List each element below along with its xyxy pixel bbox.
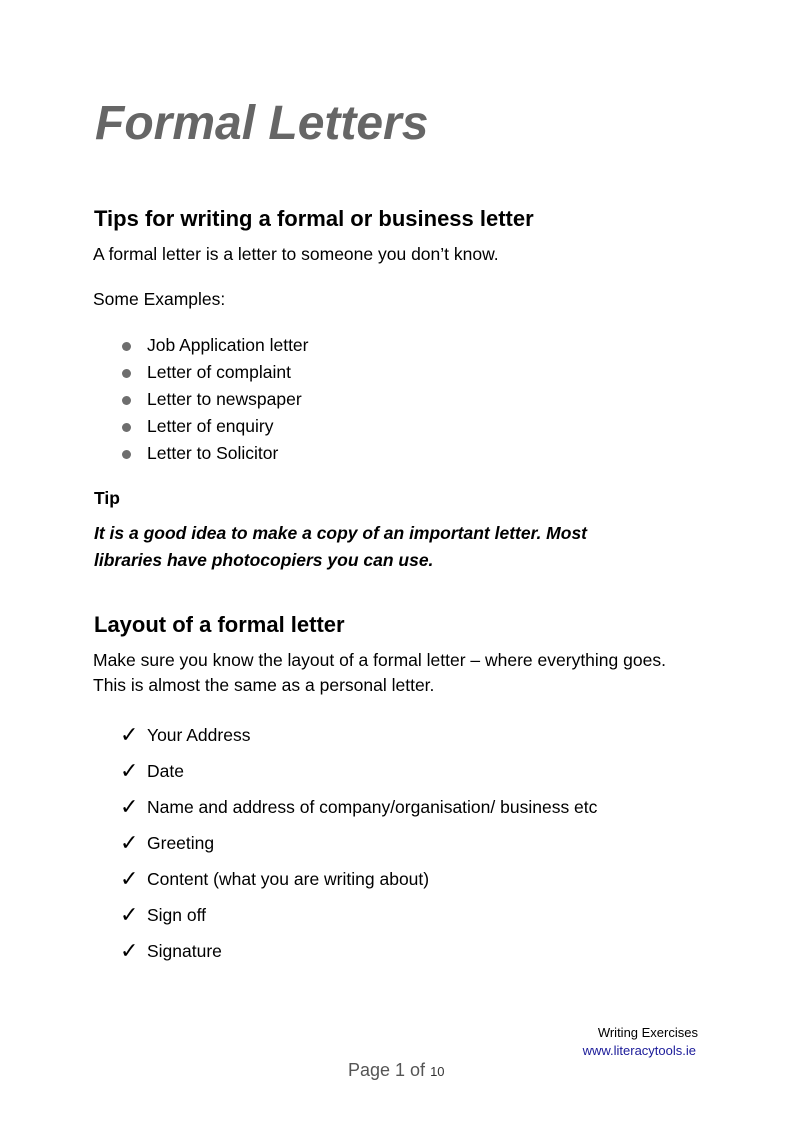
checkmark-icon: ✓ xyxy=(120,722,139,747)
checkmark-icon: ✓ xyxy=(120,902,139,927)
page-number: Page 1 of 10 xyxy=(348,1060,445,1080)
section-heading-tips: Tips for writing a formal or business letter xyxy=(94,206,534,231)
bullet-icon xyxy=(122,423,131,432)
footer-label: Writing Exercises xyxy=(597,1025,698,1040)
examples-list xyxy=(120,333,309,468)
list-item: Letter to Solicitor xyxy=(120,441,309,468)
bullet-icon xyxy=(122,369,131,378)
checkmark-icon: ✓ xyxy=(120,758,139,783)
layout-intro-text: Make sure you know the layout of a formal letter – where everything goes. This is almost the same as a personal letter. xyxy=(93,650,666,695)
layout-checklist xyxy=(120,720,597,972)
intro-text: A formal letter is a letter to someone you don’t know. xyxy=(93,244,499,264)
list-item: ✓ Your Address xyxy=(120,720,597,756)
list-item: Letter to newspaper xyxy=(120,387,309,414)
list-item: Job Application letter xyxy=(120,333,309,360)
list-item: ✓ Signature xyxy=(120,936,597,972)
list-item: ✓ Greeting xyxy=(120,828,597,864)
checkmark-icon: ✓ xyxy=(120,866,139,891)
list-item: ✓ Sign off xyxy=(120,900,597,936)
footer-url-link[interactable]: www.literacytools.ie xyxy=(582,1043,696,1058)
list-item: ✓ Date xyxy=(120,756,597,792)
page-title: Formal Letters xyxy=(95,97,429,150)
list-item: ✓ Name and address of company/organisation/ business etc xyxy=(120,792,597,828)
list-item: Letter of complaint xyxy=(120,360,309,387)
bullet-icon xyxy=(122,450,131,459)
bullet-icon xyxy=(122,396,131,405)
bullet-icon xyxy=(122,342,131,351)
examples-label: Some Examples: xyxy=(93,289,226,309)
checkmark-icon: ✓ xyxy=(120,938,139,963)
checkmark-icon: ✓ xyxy=(120,794,139,819)
tip-label: Tip xyxy=(94,488,120,508)
checkmark-icon: ✓ xyxy=(120,830,139,855)
list-item: ✓ Content (what you are writing about) xyxy=(120,864,597,900)
tip-text: It is a good idea to make a copy of an important letter. Most libraries have photocopiers you can use. xyxy=(94,523,587,570)
section-heading-layout: Layout of a formal letter xyxy=(94,612,345,637)
list-item: Letter of enquiry xyxy=(120,414,309,441)
